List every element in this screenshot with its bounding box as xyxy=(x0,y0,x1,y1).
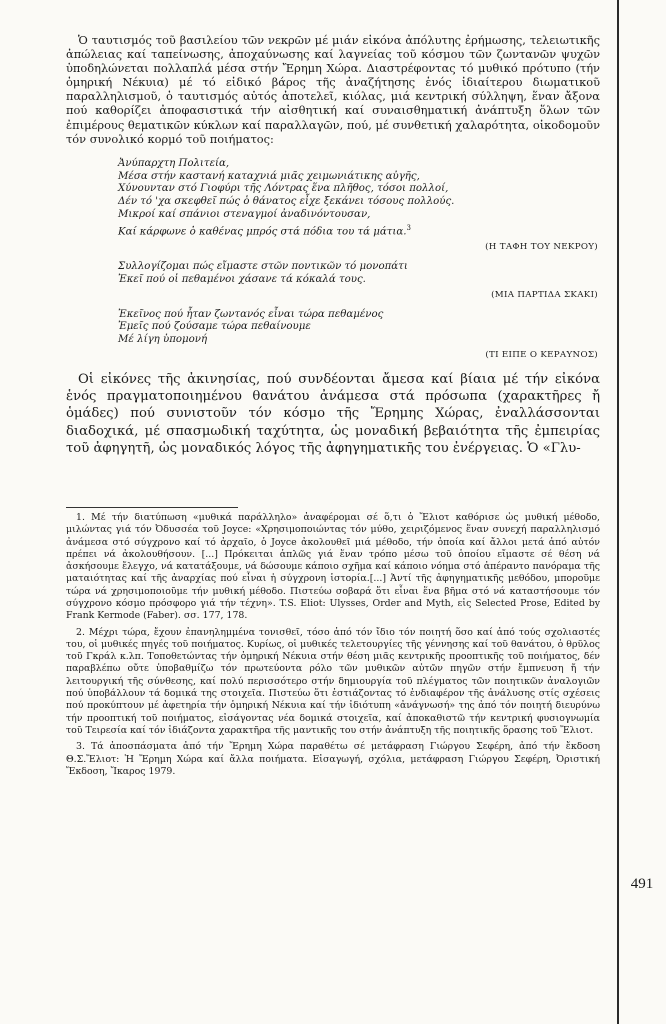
poem-block-1 xyxy=(66,158,600,253)
footnote-1: 1. Μέ τήν διατύπωση «μυθικά παράλληλο» ἀναφέρομαι σέ ὅ,τι ὁ Ἔλιοτ καθόρισε ὡς μυθική μέθοδο, μιλώντας γιά τόν Ὀδυσσέα τοῦ Joyce: «Χρησιμοποιώντας τόν μύθο, χειριζόμενος ἕναν συνεχή παραλληλισμό ἀνάμεσα στό σύγχρονο καί τό ἀρχαῖο, ὁ Joyce ἀκολουθεῖ μιά μέθοδο, τήν ὁποία καί ἄλλοι μετά ἀπό αὐτόν πρέπει νά ἀκολουθήσουν. [...] Πρόκειται ἁπλῶς γιά ἕναν τρόπο μέσω τοῦ ὁποίου εἴμαστε σέ θέση νά ἀσκήσουμε ἔλεγχο, νά κατατάξουμε, νά δώσουμε κάποιο σχῆμα καί κάποιο νόημα στό ἀπέραντο πανόραμα τῆς ματαιότητας καί τῆς ἀναρχίας πού εἶναι ἡ σύγχρονη ἱστορία.[...] Ἀντί τῆς ἀφηγηματικῆς μεθόδου, μποροῦμε τώρα νά χρησιμοποιοῦμε τήν μυθική μέθοδο. Πιστεύω σοβαρά ὅτι εἶναι ἕνα βῆμα στό νά καταστήσουμε τόν σύγχρονο κόσμο πρόσφορο γιά τήν τέχνη». T.S. Eliot: Ulysses, Order and Myth, εἰς Selected Prose, Edited by Frank Kermode (Faber). σσ. 177, 178. xyxy=(66,511,600,622)
poem-line: Ἐκεῖ πού οἱ πεθαμένοι χάσανε τά κόκαλά τους. xyxy=(118,273,366,285)
poem-line: Συλλογίζομαι πώς εἴμαστε στῶν ποντικῶν τό μονοπάτι xyxy=(118,260,408,272)
footnote-3: 3. Τά ἀποσπάσματα ἀπό τήν Ἔρημη Χώρα παραθέτω σέ μετάφραση Γιώργου Σεφέρη, ἀπό τήν ἔκδοση Θ.Σ.Ἔλιοτ: Ἡ Ἔρημη Χώρα καί ἄλλα ποιήματα. Εἰσαγωγή, σχόλια, μετάφραση Γιώργου Σεφέρη, Ὀριστική Ἔκδοση, Ἴκαρος 1979. xyxy=(66,741,600,777)
footnotes xyxy=(66,512,600,778)
poem-source: (Η ΤΑΦΗ ΤΟΥ ΝΕΚΡΟΥ) xyxy=(485,241,598,252)
poem-quotes xyxy=(66,158,600,361)
poem-line: Ἀνύπαρχτη Πολιτεία, xyxy=(118,157,230,169)
poem-block-2 xyxy=(66,261,600,301)
footnote-ref: 3 xyxy=(406,223,411,232)
intro-paragraph: Ὁ ταυτισμός τοῦ βασιλείου τῶν νεκρῶν μέ μιάν εἰκόνα ἀπόλυτης ἐρήμωσης, τελειωτικῆς ἀπώλειας καί ταπείνωσης, ἀποχαύνωσης καί λαγνείας τοῦ κόσμου τῶν ζωντανῶν ψυχῶν ὑποδηλώνεται πολλαπλά μέσα στήν Ἔρημη Χώρα. Διαστρέφοντας τό μυθικό πρότυπο (τήν ὁμηρική Νέκυια) μέ τό εἰδικό βάρος τῆς ἀναζήτησης ἑνός ἰδιαίτερου διωματικοῦ παραλληλισμοῦ, ὁ ταυτισμός αὐτός ἀποτελεῖ, κιόλας, μιά κεντρική σύλληψη, ἕναν ἄξονα πού καθορίζει ἀποφασιστικά τήν αἰσθητική καί συναισθηματική ἀνάπτυξη ὅλων τῶν ἐπιμέρους θεματικῶν κύκλων καί παραλλαγῶν, πού, μέ συνθετική χαλαρότητα, οἰκοδομοῦν τόν συνολικό κορμό τοῦ ποιήματος: xyxy=(66,33,600,146)
poem-line: Ἐμεῖς πού ζούσαμε τώρα πεθαίνουμε xyxy=(118,321,311,333)
poem-line: Μέ λίγη ὑπομονή xyxy=(118,334,208,346)
page-number: 491 xyxy=(630,876,654,892)
footnote-2: 2. Μέχρι τώρα, ἔχουν ἐπανηλημμένα τονισθεῖ, τόσο ἀπό τόν ἴδιο τόν ποιητή ὅσο καί ἀπό τούς σχολιαστές του, οἱ μυθικές πηγές τοῦ ποιήματος. Κυρίως, οἱ μυθικές τελετουργίες τῆς γέννησης καί τοῦ θανάτου, ὁ θρῦλος τοῦ Γκράλ κ.λπ. Τοποθετώντας τήν ὁμηρική Νέκυια στήν θέση μιᾶς κεντρικῆς προοπτικῆς τοῦ ποιήματος, δέν παραβλέπω οὔτε ὑποβαθμίζω τόν πρωτεύοντα ρόλο τῶν μυθικῶν αὐτῶν πηγῶν στήν ἔμπνευση ἤ τήν λειτουργική τῆς σύνθεσης, καί πολύ περισσότερο στήν δημιουργία τοῦ πλέγματος τῶν ποιητικῶν ἀναλογιῶν πού ὑποβάλλουν τά δομικά της στοιχεῖα. Πιστεύω ὅτι ἑστιάζοντας τό ἐνδιαφέρον τῆς ἀνάλυσης στίς σχέσεις πού προκύπτουν μέ ἀφετηρία τήν ὁμηρική Νέκυια καί τήν ἰδιότυπη «ἀνάγνωσή» της ἀπό τόν ποιητή διευρύνω τήν προοπτική τοῦ ποιήματος, εἰσάγοντας νέα δομικά στοιχεῖα, καί ἀποκαθιστῶ τήν κεντρική φυσιογνωμία τοῦ Τειρεσία καί τόν ἰδιάζοντα χαρακτῆρα τῆς μαντικῆς του στήν ἀνάπτυξη τῆς ποιητικῆς ὅρασης τοῦ Ἔλιοτ. xyxy=(66,626,600,736)
body-paragraph: Οἱ εἰκόνες τῆς ἀκινησίας, πού συνδέονται ἄμεσα καί βίαια μέ τήν εἰκόνα ἑνός πραγματοποιημένου θανάτου ἀνάμεσα στά πρόσωπα (χαρακτῆρες ἤ ὁμάδες) πού συνιστοῦν τόν κόσμο τῆς Ἔρημης Χώρας, ἐναλλάσσονται διαδοχικά, μέ σπασμωδική ταχύτητα, ὡς μοναδική βεβαιότητα τῆς ἐμπειρίας τοῦ ἀφηγητῆ, ὡς μοναδικός λόγος τῆς ἀφηγηματικῆς του ἐνέργειας. Ὁ «Γλυ- xyxy=(66,371,600,456)
poem-source: (ΤΙ ΕΙΠΕ Ο ΚΕΡΑΥΝΟΣ) xyxy=(485,349,598,360)
margin-rule xyxy=(617,0,619,1024)
page-content xyxy=(66,33,600,782)
poem-line-last xyxy=(118,222,600,239)
poem-block-3 xyxy=(66,309,600,361)
poem-line: Μικροί καί σπάνιοι στεναγμοί ἀναδινόντουσαν, xyxy=(118,208,371,220)
poem-line: Χύνουνταν στό Γιοφύρι τῆς Λόντρας ἕνα πλῆθος, τόσοι πολλοί, xyxy=(118,183,449,195)
poem-line: Ἐκεῖνος πού ἦταν ζωντανός εἶναι τώρα πεθαμένος xyxy=(118,308,384,320)
poem-source: (ΜΙΑ ΠΑΡΤΙΔΑ ΣΚΑΚΙ) xyxy=(491,289,598,300)
footnote-divider xyxy=(66,507,238,508)
poem-line-text: Καί κάρφωνε ὁ καθένας μπρός στά πόδια του τά μάτια. xyxy=(118,226,407,238)
poem-line: Δέν τό 'χα σκεφθεῖ πώς ὁ θάνατος εἶχε ξεκάνει τόσους πολλούς. xyxy=(118,196,455,208)
poem-line: Μέσα στήν καστανή καταχνιά μιᾶς χειμωνιάτικης αὐγῆς, xyxy=(118,170,420,182)
